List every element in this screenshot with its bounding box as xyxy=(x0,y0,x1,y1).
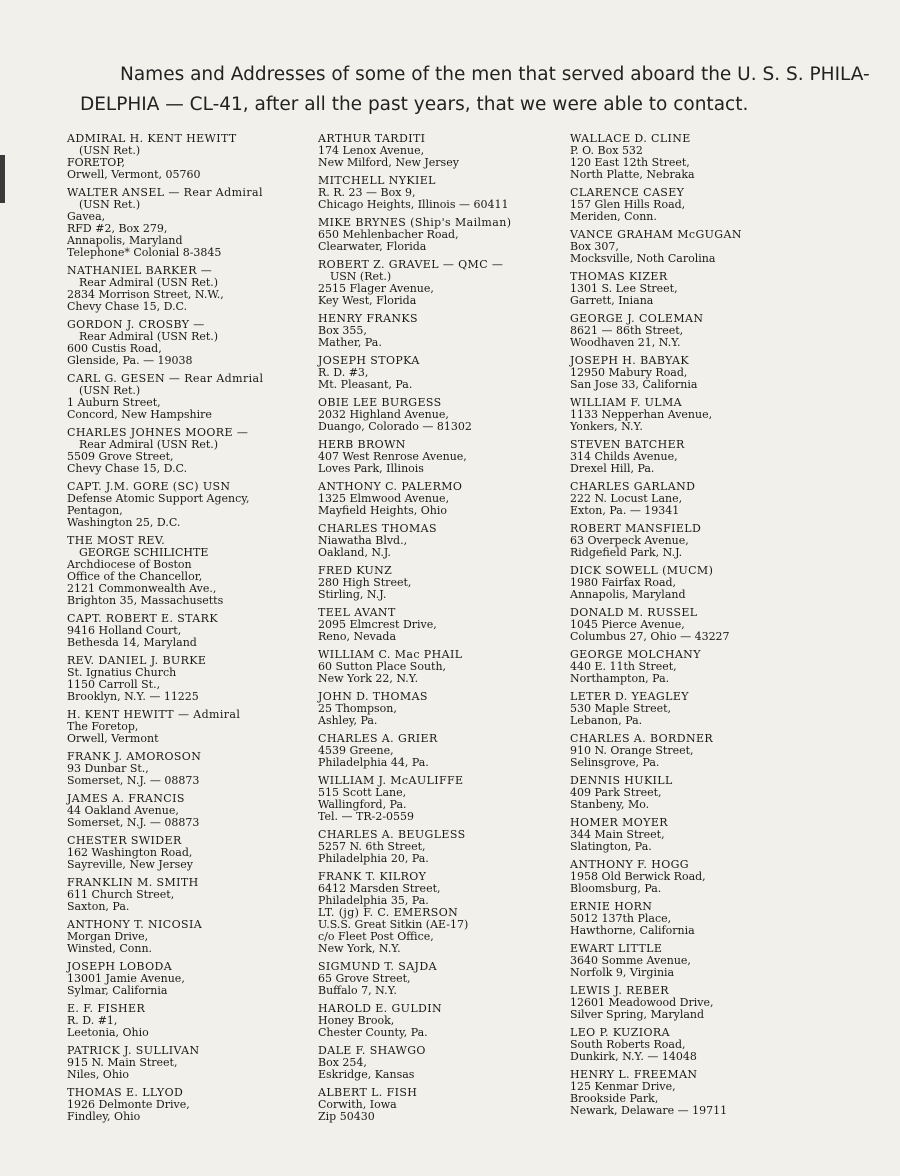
address-entry xyxy=(318,733,550,769)
entry-address-line: Slatington, Pa. xyxy=(570,840,652,853)
entry-address-line: Box 355, xyxy=(318,324,367,337)
entry-address-line: 2515 Flager Avenue, xyxy=(318,282,434,295)
address-column-1 xyxy=(67,133,295,1129)
entry-address-line: 314 Childs Avenue, xyxy=(570,450,678,463)
entry-address-line: R. R. 23 — Box 9, xyxy=(318,186,416,199)
address-entry xyxy=(67,793,295,829)
entry-address-line: 1958 Old Berwick Road, xyxy=(570,870,706,883)
entry-name: E. F. FISHER xyxy=(67,1002,146,1015)
entry-address-line: GEORGE SCHILICHTE xyxy=(79,546,209,559)
address-entry xyxy=(570,649,792,685)
entry-address-line: Morgan Drive, xyxy=(67,930,149,943)
entry-address-line: Columbus 27, Ohio — 43227 xyxy=(570,630,730,643)
address-entry xyxy=(570,901,792,937)
entry-address-line: 2095 Elmcrest Drive, xyxy=(318,618,437,631)
entry-address-line: 600 Custis Road, xyxy=(67,342,162,355)
entry-address-line: Stirling, N.J. xyxy=(318,588,387,601)
entry-address-line: Chevy Chase 15, D.C. xyxy=(67,462,188,475)
entry-address-line: (USN Ret.) xyxy=(79,384,141,397)
entry-address-line: 1325 Elmwood Avenue, xyxy=(318,492,450,505)
entry-name: ANTHONY C. PALERMO xyxy=(318,480,463,493)
entry-address-line: New York 22, N.Y. xyxy=(318,672,419,685)
entry-name: JOSEPH LOBODA xyxy=(67,960,173,973)
address-entry xyxy=(67,265,295,313)
address-entry xyxy=(67,655,295,703)
entry-address-line: 44 Oakland Avenue, xyxy=(67,804,179,817)
entry-address-line: Clearwater, Florida xyxy=(318,240,427,253)
entry-address-line: Silver Spring, Maryland xyxy=(570,1008,705,1021)
entry-address-line: Gavea, xyxy=(67,210,106,223)
binding-mark xyxy=(0,155,5,203)
entry-address-line: Saxton, Pa. xyxy=(67,900,130,913)
address-entry xyxy=(67,919,295,955)
entry-address-line: 65 Grove Street, xyxy=(318,972,411,985)
entry-address-line: Brooklyn, N.Y. — 11225 xyxy=(67,690,199,703)
entry-name: SIGMUND T. SAJDA xyxy=(318,960,437,973)
entry-name: CAPT. ROBERT E. STARK xyxy=(67,612,218,625)
entry-address-line: 5012 137th Place, xyxy=(570,912,672,925)
entry-address-line: 1301 S. Lee Street, xyxy=(570,282,678,295)
address-entry xyxy=(67,1087,295,1123)
entry-address-line: Philadelphia 44, Pa. xyxy=(318,756,429,769)
entry-address-line: The Foretop, xyxy=(67,720,139,733)
address-entry xyxy=(67,373,295,421)
address-entry xyxy=(570,481,792,517)
entry-name: FRANKLIN M. SMITH xyxy=(67,876,199,889)
address-entry xyxy=(318,961,550,997)
address-entry xyxy=(67,481,295,529)
entry-address-line: 344 Main Street, xyxy=(570,828,665,841)
entry-name: FRED KUNZ xyxy=(318,564,393,577)
entry-address-line: (USN Ret.) xyxy=(79,144,141,157)
entry-address-line: 4539 Greene, xyxy=(318,744,394,757)
entry-name: HERB BROWN xyxy=(318,438,406,451)
entry-name: ARTHUR TARDITI xyxy=(318,132,426,145)
entry-address-line: Exton, Pa. — 19341 xyxy=(570,504,680,517)
entry-address-line: Telephone* Colonial 8-3845 xyxy=(67,246,222,259)
entry-address-line: Concord, New Hampshire xyxy=(67,408,212,421)
entry-address-line: 3640 Somme Avenue, xyxy=(570,954,691,967)
entry-name: HENRY FRANKS xyxy=(318,312,418,325)
entry-address-line: Rear Admiral (USN Ret.) xyxy=(79,330,219,343)
address-entry xyxy=(570,607,792,643)
entry-address-line: Somerset, N.J. — 08873 xyxy=(67,816,200,829)
entry-address-line: Stanbeny, Mo. xyxy=(570,798,650,811)
entry-address-line: Mt. Pleasant, Pa. xyxy=(318,378,413,391)
entry-name: ANTHONY T. NICOSIA xyxy=(67,918,203,931)
address-entry xyxy=(318,649,550,685)
entry-name: ANTHONY F. HOGG xyxy=(570,858,689,871)
entry-address-line: 222 N. Locust Lane, xyxy=(570,492,683,505)
entry-address-line: Wallingford, Pa. xyxy=(318,798,407,811)
entry-address-line: Buffalo 7, N.Y. xyxy=(318,984,397,997)
entry-address-line: North Platte, Nebraka xyxy=(570,168,695,181)
entry-address-line: Reno, Nevada xyxy=(318,630,396,643)
entry-name: ERNIE HORN xyxy=(570,900,653,913)
entry-name: JOSEPH STOPKA xyxy=(318,354,420,367)
address-entry xyxy=(67,1045,295,1081)
entry-address-line: Bethesda 14, Maryland xyxy=(67,636,197,649)
entry-address-line: Drexel Hill, Pa. xyxy=(570,462,655,475)
entry-address-line: 9416 Holland Court, xyxy=(67,624,182,637)
entry-address-line: 5257 N. 6th Street, xyxy=(318,840,426,853)
entry-address-line: Oakland, N.J. xyxy=(318,546,391,559)
entry-name: STEVEN BATCHER xyxy=(570,438,685,451)
entry-address-line: 611 Church Street, xyxy=(67,888,175,901)
entry-address-line: 174 Lenox Avenue, xyxy=(318,144,425,157)
address-entry xyxy=(318,691,550,727)
entry-address-line: 12601 Meadowood Drive, xyxy=(570,996,714,1009)
entry-address-line: c/o Fleet Post Office, xyxy=(318,930,434,943)
entry-address-line: Orwell, Vermont xyxy=(67,732,159,745)
entry-name: CLARENCE CASEY xyxy=(570,186,685,199)
address-entry xyxy=(67,187,295,259)
entry-address-line: Lebanon, Pa. xyxy=(570,714,643,727)
entry-address-line: Mayfield Heights, Ohio xyxy=(318,504,447,517)
address-entry xyxy=(318,1003,550,1039)
entry-address-line: San Jose 33, California xyxy=(570,378,698,391)
entry-address-line: Leetonia, Ohio xyxy=(67,1026,149,1039)
address-entry xyxy=(67,535,295,607)
address-entry xyxy=(67,133,295,181)
address-entry xyxy=(570,313,792,349)
entry-address-line: USN (Ret.) xyxy=(330,270,392,283)
entry-name: LEWIS J. REBER xyxy=(570,984,669,997)
address-entry xyxy=(570,691,792,727)
entry-name: LT. (jg) F. C. EMERSON xyxy=(318,906,459,919)
entry-name: CHESTER SWIDER xyxy=(67,834,182,847)
entry-name: LEO P. KUZIORA xyxy=(570,1026,670,1039)
entry-address-line: 1045 Pierce Avenue, xyxy=(570,618,685,631)
entry-address-line: Hawthorne, California xyxy=(570,924,695,937)
address-entry xyxy=(570,859,792,895)
entry-name: MIKE BRYNES (Ship's Mailman) xyxy=(318,216,512,229)
address-entry xyxy=(67,613,295,649)
entry-name: THOMAS E. LLYOD xyxy=(67,1086,184,1099)
entry-name: OBIE LEE BURGESS xyxy=(318,396,442,409)
entry-address-line: Defense Atomic Support Agency, xyxy=(67,492,250,505)
address-entry xyxy=(318,1045,550,1081)
entry-address-line: 440 E. 11th Street, xyxy=(570,660,677,673)
entry-address-line: Annapolis, Maryland xyxy=(67,234,183,247)
entry-address-line: Northampton, Pa. xyxy=(570,672,670,685)
entry-name: HOMER MOYER xyxy=(570,816,668,829)
entry-address-line: Newark, Delaware — 19711 xyxy=(570,1104,728,1117)
entry-address-line: 2121 Commonwealth Ave., xyxy=(67,582,217,595)
entry-address-line: Ridgefield Park, N.J. xyxy=(570,546,683,559)
entry-address-line: 650 Mehlenbacher Road, xyxy=(318,228,459,241)
entry-name: HAROLD E. GULDIN xyxy=(318,1002,443,1015)
address-entry xyxy=(67,1003,295,1039)
entry-address-line: Winsted, Conn. xyxy=(67,942,153,955)
entry-address-line: Zip 50430 xyxy=(318,1110,375,1123)
address-entry xyxy=(570,565,792,601)
entry-address-line: R. D. #3, xyxy=(318,366,369,379)
address-entry xyxy=(67,427,295,475)
entry-address-line: 280 High Street, xyxy=(318,576,412,589)
entry-address-line: Corwith, Iowa xyxy=(318,1098,397,1111)
address-entry xyxy=(318,829,550,865)
entry-name: DONALD M. RUSSEL xyxy=(570,606,698,619)
entry-address-line: Bloomsburg, Pa. xyxy=(570,882,662,895)
entry-address-line: Sayreville, New Jersey xyxy=(67,858,193,871)
address-entry xyxy=(318,175,550,211)
entry-address-line: (USN Ret.) xyxy=(79,198,141,211)
entry-address-line: Key West, Florida xyxy=(318,294,417,307)
entry-address-line: Chevy Chase 15, D.C. xyxy=(67,300,188,313)
entry-address-line: Eskridge, Kansas xyxy=(318,1068,415,1081)
entry-address-line: Annapolis, Maryland xyxy=(570,588,686,601)
entry-address-line: 60 Sutton Place South, xyxy=(318,660,447,673)
entry-address-line: Mather, Pa. xyxy=(318,336,382,349)
address-entry xyxy=(67,835,295,871)
entry-address-line: 93 Dunbar St., xyxy=(67,762,149,775)
entry-address-line: Box 254, xyxy=(318,1056,367,1069)
entry-name: WALTER ANSEL — Rear Admiral xyxy=(67,186,263,199)
entry-address-line: Box 307, xyxy=(570,240,619,253)
address-entry xyxy=(67,319,295,367)
entry-address-line: 125 Kenmar Drive, xyxy=(570,1080,676,1093)
entry-address-line: Chester County, Pa. xyxy=(318,1026,428,1039)
address-entry xyxy=(570,271,792,307)
entry-name: THOMAS KIZER xyxy=(570,270,668,283)
entry-name: TEEL AVANT xyxy=(318,606,396,619)
entry-address-line: Niawatha Blvd., xyxy=(318,534,408,547)
entry-name: DENNIS HUKILL xyxy=(570,774,673,787)
entry-name: CARL G. GESEN — Rear Admrial xyxy=(67,372,264,385)
entry-address-line: Findley, Ohio xyxy=(67,1110,141,1123)
address-entry xyxy=(570,775,792,811)
address-entry xyxy=(318,775,550,823)
address-column-2 xyxy=(318,133,550,1129)
entry-address-line: Office of the Chancellor, xyxy=(67,570,203,583)
entry-address-line: 407 West Renrose Avenue, xyxy=(318,450,467,463)
entry-address-line: Woodhaven 21, N.Y. xyxy=(570,336,681,349)
entry-address-line: Philadelphia 20, Pa. xyxy=(318,852,429,865)
entry-address-line: 1 Auburn Street, xyxy=(67,396,161,409)
address-entry xyxy=(318,397,550,433)
entry-address-line: 409 Park Street, xyxy=(570,786,662,799)
address-entry xyxy=(570,943,792,979)
entry-address-line: 1926 Delmonte Drive, xyxy=(67,1098,190,1111)
entry-address-line: Meriden, Conn. xyxy=(570,210,657,223)
address-entry xyxy=(318,259,550,307)
entry-address-line: 120 East 12th Street, xyxy=(570,156,690,169)
entry-name: HENRY L. FREEMAN xyxy=(570,1068,698,1081)
entry-name: REV. DANIEL J. BURKE xyxy=(67,654,207,667)
entry-address-line: Brighton 35, Massachusetts xyxy=(67,594,224,607)
entry-address-line: Tel. — TR-2-0559 xyxy=(318,810,415,823)
entry-address-line: Mocksville, Noth Carolina xyxy=(570,252,716,265)
entry-name: NATHANIEL BARKER — xyxy=(67,264,213,277)
address-entry xyxy=(67,961,295,997)
entry-address-line: Ashley, Pa. xyxy=(318,714,378,727)
address-entry xyxy=(570,985,792,1021)
address-entry xyxy=(318,133,550,169)
entry-address-line: Garrett, Iniana xyxy=(570,294,654,307)
entry-name: LETER D. YEAGLEY xyxy=(570,690,689,703)
entry-name: GEORGE MOLCHANY xyxy=(570,648,701,661)
entry-address-line: Somerset, N.J. — 08873 xyxy=(67,774,200,787)
address-entry xyxy=(318,217,550,253)
entry-name: ALBERT L. FISH xyxy=(318,1086,418,1099)
entry-address-line: 6412 Marsden Street, xyxy=(318,882,441,895)
entry-name: DALE F. SHAWGO xyxy=(318,1044,426,1057)
entry-name: FRANK J. AMOROSON xyxy=(67,750,202,763)
heading-line-1: Names and Addresses of some of the men that served aboard the U. S. S. PHILA- xyxy=(120,64,870,85)
address-entry xyxy=(318,1087,550,1123)
entry-address-line: Orwell, Vermont, 05760 xyxy=(67,168,201,181)
address-entry xyxy=(318,607,550,643)
entry-address-line: New York, N.Y. xyxy=(318,942,401,955)
address-entry xyxy=(318,871,550,955)
entry-name: DICK SOWELL (MUCM) xyxy=(570,564,714,577)
address-entry xyxy=(570,397,792,433)
address-entry xyxy=(318,565,550,601)
entry-name: H. KENT HEWITT — Admiral xyxy=(67,708,241,721)
entry-address-line: Washington 25, D.C. xyxy=(67,516,181,529)
entry-address-line: Niles, Ohio xyxy=(67,1068,130,1081)
entry-address-line: Duango, Colorado — 81302 xyxy=(318,420,472,433)
entry-name: WILLIAM C. Mac PHAIL xyxy=(318,648,463,661)
entry-address-line: St. Ignatius Church xyxy=(67,666,177,679)
entry-address-line: South Roberts Road, xyxy=(570,1038,686,1051)
entry-address-line: 2834 Morrison Street, N.W., xyxy=(67,288,224,301)
entry-address-line: Pentagon, xyxy=(67,504,123,517)
entry-name: EWART LITTLE xyxy=(570,942,663,955)
entry-name: CHARLES A. BORDNER xyxy=(570,732,714,745)
entry-address-line: 5509 Grove Street, xyxy=(67,450,174,463)
entry-address-line: R. D. #1, xyxy=(67,1014,118,1027)
address-entry xyxy=(570,1069,792,1117)
entry-name: THE MOST REV. xyxy=(67,534,166,547)
entry-name: WILLIAM F. ULMA xyxy=(570,396,683,409)
address-entry xyxy=(570,133,792,181)
heading-line-2: DELPHIA — CL-41, after all the past years, that we were able to contact. xyxy=(80,94,749,115)
entry-address-line: Sylmar, California xyxy=(67,984,168,997)
entry-address-line: 13001 Jamie Avenue, xyxy=(67,972,185,985)
entry-name: JOSEPH H. BABYAK xyxy=(570,354,689,367)
entry-address-line: Rear Admiral (USN Ret.) xyxy=(79,438,219,451)
address-entry xyxy=(318,313,550,349)
entry-name: MITCHELL NYKIEL xyxy=(318,174,436,187)
entry-name: WILLIAM J. McAULIFFE xyxy=(318,774,464,787)
address-column-3 xyxy=(570,133,792,1123)
address-entry xyxy=(318,439,550,475)
entry-address-line: U.S.S. Great Sitkin (AE-17) xyxy=(318,918,469,931)
entry-address-line: 1150 Carroll St., xyxy=(67,678,161,691)
address-entry xyxy=(67,751,295,787)
entry-name: ROBERT Z. GRAVEL — QMC — xyxy=(318,258,504,271)
entry-address-line: 8621 — 86th Street, xyxy=(570,324,684,337)
address-entry xyxy=(570,355,792,391)
address-entry xyxy=(318,355,550,391)
entry-name: JAMES A. FRANCIS xyxy=(67,792,185,805)
entry-name: WALLACE D. CLINE xyxy=(570,132,691,145)
entry-address-line: 910 N. Orange Street, xyxy=(570,744,694,757)
entry-address-line: 162 Washington Road, xyxy=(67,846,193,859)
entry-name: GEORGE J. COLEMAN xyxy=(570,312,704,325)
address-entry xyxy=(570,1027,792,1063)
address-entry xyxy=(67,877,295,913)
entry-name: VANCE GRAHAM McGUGAN xyxy=(570,228,742,241)
entry-name: PATRICK J. SULLIVAN xyxy=(67,1044,200,1057)
entry-name: ADMIRAL H. KENT HEWITT xyxy=(67,132,237,145)
entry-name: CAPT. J.M. GORE (SC) USN xyxy=(67,480,231,493)
address-entry xyxy=(570,187,792,223)
entry-address-line: P. O. Box 532 xyxy=(570,144,643,157)
entry-name: CHARLES GARLAND xyxy=(570,480,696,493)
address-entry xyxy=(67,709,295,745)
entry-address-line: Archdiocese of Boston xyxy=(67,558,192,571)
address-entry xyxy=(570,523,792,559)
entry-address-line: 915 N. Main Street, xyxy=(67,1056,178,1069)
entry-address-line: 25 Thompson, xyxy=(318,702,397,715)
entry-name: ROBERT MANSFIELD xyxy=(570,522,702,535)
entry-address-line: 1133 Nepperhan Avenue, xyxy=(570,408,713,421)
entry-address-line: 157 Glen Hills Road, xyxy=(570,198,686,211)
entry-address-line: 2032 Highland Avenue, xyxy=(318,408,449,421)
entry-address-line: Brookside Park, xyxy=(570,1092,659,1105)
entry-name: CHARLES JOHNES MOORE — xyxy=(67,426,249,439)
address-entry xyxy=(570,733,792,769)
entry-address-line: New Milford, New Jersey xyxy=(318,156,459,169)
entry-address-line: Honey Brook, xyxy=(318,1014,395,1027)
entry-name: FRANK T. KILROY xyxy=(318,870,427,883)
entry-name: CHARLES A. GRIER xyxy=(318,732,438,745)
address-entry xyxy=(570,817,792,853)
entry-address-line: RFD #2, Box 279, xyxy=(67,222,168,235)
entry-address-line: Yonkers, N.Y. xyxy=(570,420,643,433)
entry-address-line: 1980 Fairfax Road, xyxy=(570,576,677,589)
address-entry xyxy=(318,481,550,517)
entry-address-line: 515 Scott Lane, xyxy=(318,786,407,799)
entry-address-line: Dunkirk, N.Y. — 14048 xyxy=(570,1050,697,1063)
entry-address-line: Chicago Heights, Illinois — 60411 xyxy=(318,198,509,211)
address-entry xyxy=(570,439,792,475)
entry-address-line: FORETOP, xyxy=(67,156,125,169)
entry-address-line: Loves Park, Illinois xyxy=(318,462,424,475)
entry-name: JOHN D. THOMAS xyxy=(318,690,428,703)
entry-address-line: Glenside, Pa. — 19038 xyxy=(67,354,193,367)
address-entry xyxy=(318,523,550,559)
entry-name: GORDON J. CROSBY — xyxy=(67,318,205,331)
entry-address-line: 63 Overpeck Avenue, xyxy=(570,534,689,547)
entry-address-line: 12950 Mabury Road, xyxy=(570,366,688,379)
page-heading xyxy=(0,60,900,120)
entry-address-line: Philadelphia 35, Pa. xyxy=(318,894,429,907)
entry-address-line: Selinsgrove, Pa. xyxy=(570,756,660,769)
entry-address-line: 530 Maple Street, xyxy=(570,702,672,715)
entry-name: CHARLES A. BEUGLESS xyxy=(318,828,466,841)
entry-name: CHARLES THOMAS xyxy=(318,522,437,535)
entry-address-line: Rear Admiral (USN Ret.) xyxy=(79,276,219,289)
entry-address-line: Norfolk 9, Virginia xyxy=(570,966,675,979)
address-entry xyxy=(570,229,792,265)
